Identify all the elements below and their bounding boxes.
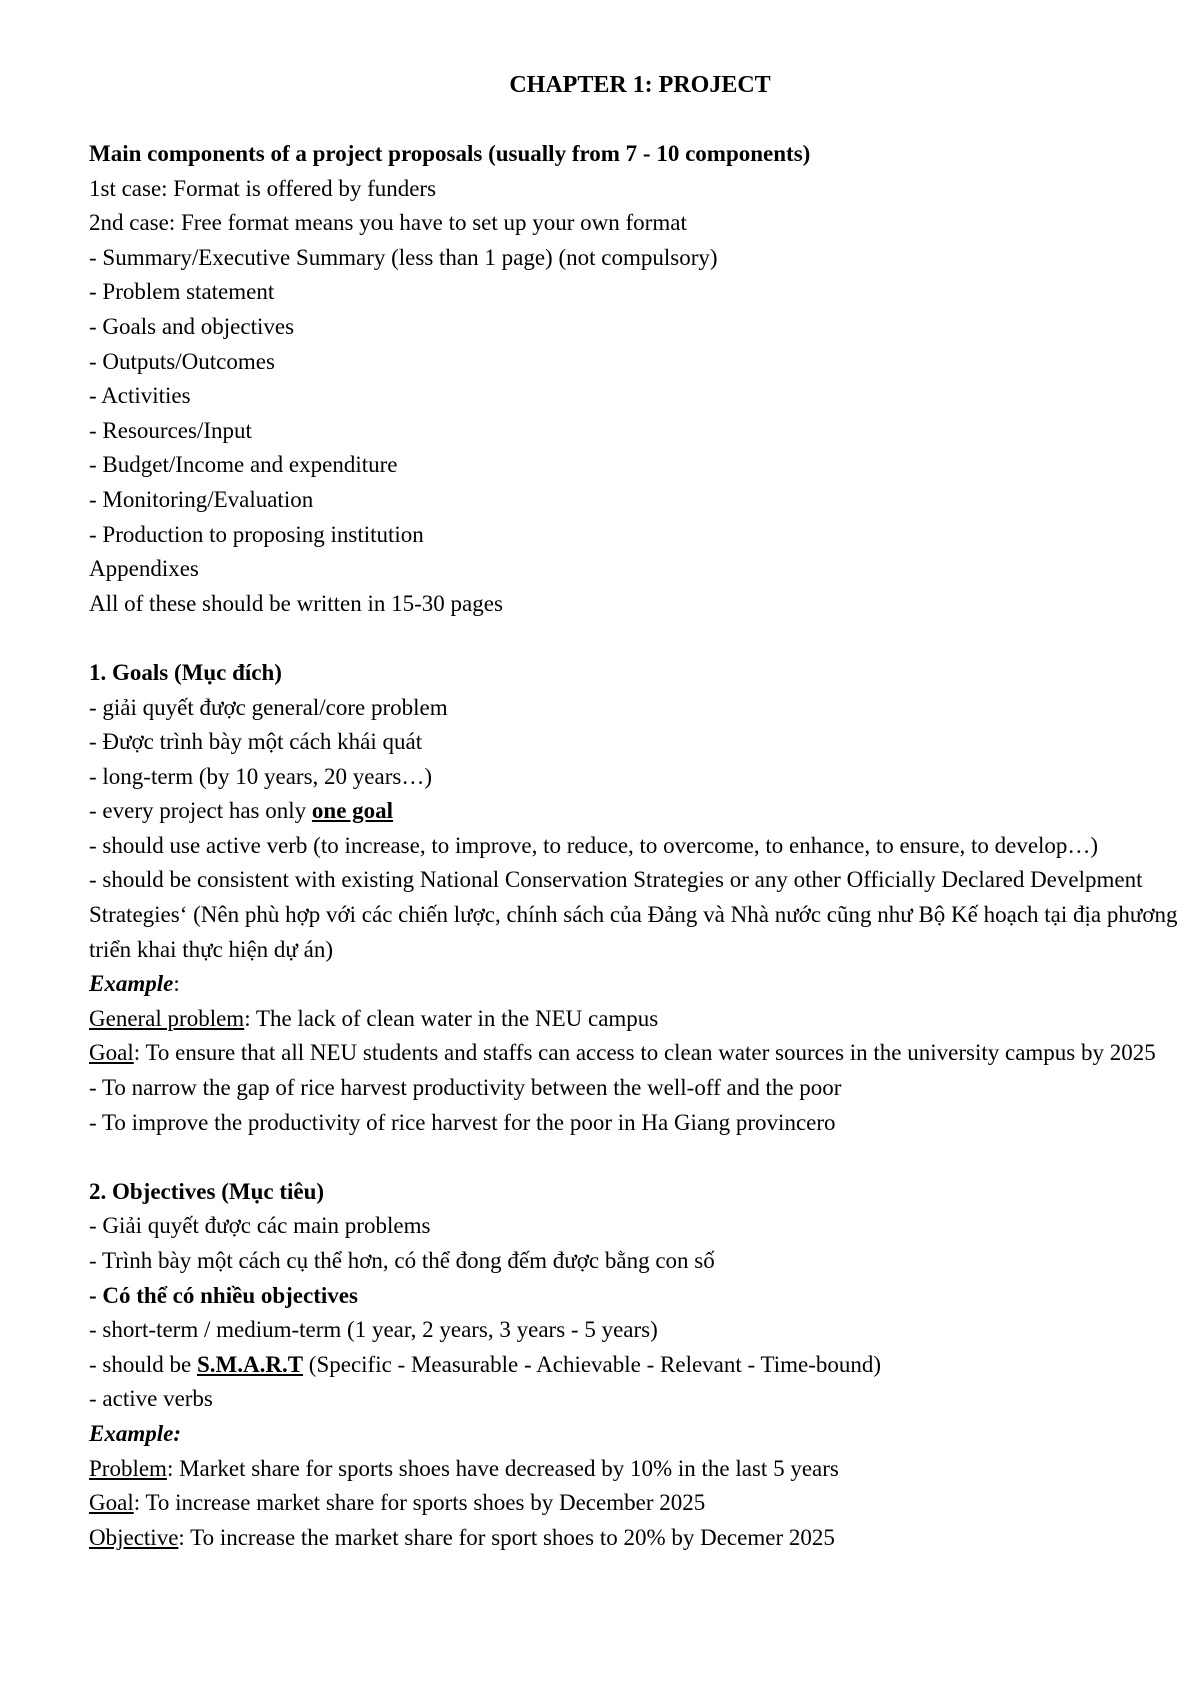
appendixes-line: Appendixes bbox=[89, 556, 199, 582]
example-colon: : bbox=[173, 971, 180, 997]
goal-extra-line: - To improve the productivity of rice harvest for the poor in Ha Giang provincero bbox=[89, 1109, 836, 1135]
objectives-heading: 2. Objectives (Mục tiêu) bbox=[89, 1178, 325, 1204]
objective-text: : To increase the market share for sport shoes to 20% by Decemer 2025 bbox=[178, 1524, 835, 1550]
objectives-example-label: Example: bbox=[89, 1420, 181, 1446]
component-item: - Monitoring/Evaluation bbox=[89, 486, 314, 512]
goals-line-consistency: - should be consistent with existing National Conservation Strategies or any other Officially Declared Develpment Strategies‘ (Nên phù hợp với các chiến lược, chính sách của Đảng và Nhà nước cũng như Bộ Kế hoạch tại địa phương triển khai thực hiện dự án) bbox=[89, 867, 1178, 962]
goal-label: Goal bbox=[89, 1490, 134, 1516]
goal-label: Goal bbox=[89, 1040, 134, 1066]
component-item: - Summary/Executive Summary (less than 1 page) (not compulsory) bbox=[89, 244, 718, 270]
spacer bbox=[89, 621, 1179, 656]
goals-line: - giải quyết được general/core problem bbox=[89, 694, 448, 720]
example-label: Example bbox=[89, 971, 174, 997]
smart-prefix: - should be bbox=[89, 1351, 197, 1377]
general-problem-label: General problem bbox=[89, 1005, 245, 1031]
goals-heading: 1. Goals (Mục đích) bbox=[89, 659, 282, 685]
spacer bbox=[89, 1140, 1179, 1175]
general-problem-line bbox=[89, 1002, 1179, 1037]
objectives-line-many: - Có thể có nhiều objectives bbox=[89, 1282, 358, 1308]
objectives-line: - active verbs bbox=[89, 1386, 213, 1412]
problem-label: Problem bbox=[89, 1455, 167, 1481]
smart-emphasis: S.M.A.R.T bbox=[196, 1351, 304, 1377]
goals-line-prefix: - every project has only bbox=[89, 798, 312, 824]
goals-line: - Được trình bày một cách khái quát bbox=[89, 729, 423, 755]
goal-text: : To increase market share for sports shoes by December 2025 bbox=[133, 1490, 706, 1516]
case-1-line: 1st case: Format is offered by funders bbox=[89, 175, 437, 201]
goal-text: : To ensure that all NEU students and staffs can access to clean water sources in the university campus by 2025 bbox=[133, 1040, 1156, 1066]
objectives-objective-line bbox=[89, 1521, 1179, 1556]
goals-line-one-goal bbox=[89, 794, 1179, 829]
objectives-line: - short-term / medium-term (1 year, 2 years, 3 years - 5 years) bbox=[89, 1317, 658, 1343]
objective-label: Objective bbox=[89, 1524, 179, 1550]
objectives-goal-line bbox=[89, 1486, 1179, 1521]
goals-example-label-line bbox=[89, 967, 1179, 1002]
component-item: - Activities bbox=[89, 383, 191, 409]
goals-line-active-verb: - should use active verb (to increase, to improve, to reduce, to overcome, to enhance, to ensure, to develop…) bbox=[89, 832, 1099, 858]
component-item: - Problem statement bbox=[89, 279, 275, 305]
case-2-line: 2nd case: Free format means you have to set up your own format bbox=[89, 210, 687, 236]
objectives-problem-line bbox=[89, 1452, 1179, 1487]
pages-note: All of these should be written in 15-30 pages bbox=[89, 590, 503, 616]
component-item: - Goals and objectives bbox=[89, 313, 295, 339]
document-body bbox=[89, 137, 1179, 1555]
component-item: - Budget/Income and expenditure bbox=[89, 452, 398, 478]
component-item: - Production to proposing institution bbox=[89, 521, 424, 547]
goal-example-line bbox=[89, 1036, 1179, 1071]
objectives-line: - Giải quyết được các main problems bbox=[89, 1213, 431, 1239]
goal-extra-line: - To narrow the gap of rice harvest productivity between the well-off and the poor bbox=[89, 1075, 842, 1101]
problem-text: : Market share for sports shoes have decreased by 10% in the last 5 years bbox=[166, 1455, 839, 1481]
component-item: - Resources/Input bbox=[89, 417, 252, 443]
general-problem-text: : The lack of clean water in the NEU campus bbox=[244, 1005, 659, 1031]
page-title: CHAPTER 1: PROJECT bbox=[509, 72, 771, 98]
objectives-line: - Trình bày một cách cụ thể hơn, có thể đong đếm được bằng con số bbox=[89, 1248, 715, 1273]
component-item: - Outputs/Outcomes bbox=[89, 348, 275, 374]
goals-line: - long-term (by 10 years, 20 years…) bbox=[89, 763, 432, 789]
objectives-smart-line bbox=[89, 1348, 1179, 1383]
components-heading: Main components of a project proposals (usually from 7 - 10 components) bbox=[89, 141, 811, 166]
smart-suffix: (Specific - Measurable - Achievable - Relevant - Time-bound) bbox=[303, 1351, 882, 1377]
one-goal-emphasis: one goal bbox=[311, 798, 394, 824]
